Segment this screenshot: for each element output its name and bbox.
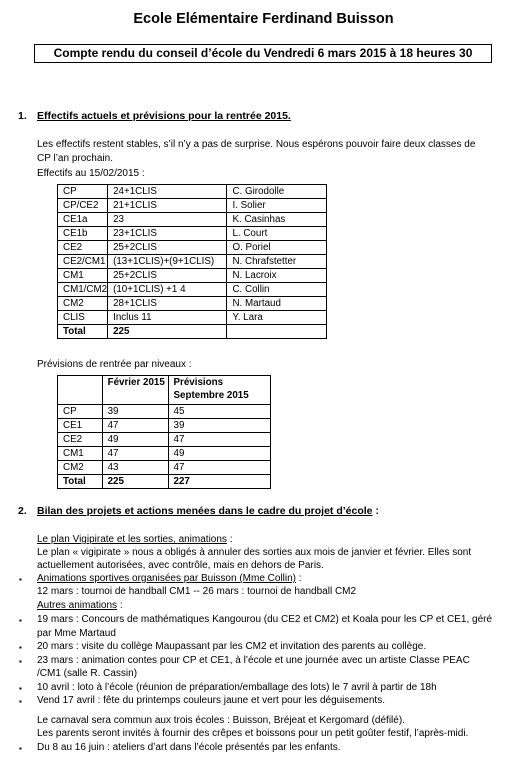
activity-item-line1: Vend 17 avril : fête du printemps couleurs jaune et vert pour les déguisements. bbox=[37, 695, 385, 706]
previsions-table bbox=[57, 375, 271, 489]
vigipirate-line2: actuellement autorisées, avec contrôle, mais en dehors de Paris. bbox=[37, 560, 324, 571]
effectifs-cell-effectif: 21+1CLIS bbox=[108, 199, 227, 213]
previsions-cell-fev: 49 bbox=[102, 433, 168, 447]
previsions-header-sept bbox=[168, 376, 270, 405]
effectifs-cell-enseignant: C. Collin bbox=[227, 283, 327, 297]
previsions-cell-sept: 45 bbox=[168, 405, 270, 419]
sport-title: Animations sportives organisées par Buisson (Mme Collin) bbox=[37, 573, 296, 584]
effectifs-cell-classe: CE1a bbox=[58, 213, 108, 227]
effectifs-cell-effectif: 28+1CLIS bbox=[108, 297, 227, 311]
effectifs-row bbox=[58, 185, 327, 199]
previsions-cell-sept: 47 bbox=[168, 433, 270, 447]
effectifs-total-row bbox=[58, 325, 327, 339]
previsions-header-sept-line1: Prévisions bbox=[173, 377, 224, 388]
effectifs-cell-effectif: (13+1CLIS)+(9+1CLIS) bbox=[108, 255, 227, 269]
effectifs-cell-effectif: Inclus 11 bbox=[108, 311, 227, 325]
carnaval-line1: Le carnaval sera commun aux trois écoles : Buisson, Bréjeat et Kergomard (défilé). bbox=[37, 715, 405, 726]
effectifs-row bbox=[58, 241, 327, 255]
effectifs-cell-enseignant: N. Martaud bbox=[227, 297, 327, 311]
sport-title-wrap bbox=[37, 573, 302, 584]
effectifs-total-label: Total bbox=[58, 325, 108, 339]
activity-item-line2: /CM1 (salle R. Cassin) bbox=[37, 668, 138, 679]
effectifs-label: Effectifs au 15/02/2015 : bbox=[37, 168, 145, 179]
effectifs-cell-effectif: 24+1CLIS bbox=[108, 185, 227, 199]
effectifs-cell-classe: CM2 bbox=[58, 297, 108, 311]
previsions-cell-niveau: Total bbox=[58, 475, 103, 489]
autres-title-suffix: : bbox=[117, 600, 123, 611]
previsions-total-row bbox=[58, 475, 271, 489]
effectifs-total-empty bbox=[227, 325, 327, 339]
bullet-icon: ▪ bbox=[19, 683, 22, 693]
bullet-icon: ▪ bbox=[19, 575, 22, 584]
sport-title-suffix: : bbox=[296, 573, 302, 584]
effectifs-cell-classe: CP/CE2 bbox=[58, 199, 108, 213]
effectifs-row bbox=[58, 213, 327, 227]
previsions-cell-sept: 49 bbox=[168, 447, 270, 461]
effectifs-cell-enseignant: N. Lacroix bbox=[227, 269, 327, 283]
previsions-cell-sept: 47 bbox=[168, 461, 270, 475]
effectifs-cell-classe: CM1/CM2 bbox=[58, 283, 108, 297]
effectifs-cell-effectif: (10+1CLIS) +1 4 bbox=[108, 283, 227, 297]
section-1-paragraph-line1: Les effectifs restent stables, s’il n’y a pas de surprise. Nous espérons pouvoir faire deux classes de bbox=[37, 139, 476, 150]
activity-item-line2: par Mme Martaud bbox=[37, 627, 116, 639]
effectifs-cell-enseignant: I. Solier bbox=[227, 199, 327, 213]
effectifs-cell-classe: CP bbox=[58, 185, 108, 199]
activity-item-line1: 10 avril : loto à l’école (réunion de préparation/emballage des lots) le 7 avril à partir de 18h bbox=[37, 681, 437, 693]
previsions-cell-niveau: CM1 bbox=[58, 447, 103, 461]
effectifs-total-value: 225 bbox=[108, 325, 227, 339]
effectifs-row bbox=[58, 269, 327, 283]
activity-item-line1: 20 mars : visite du collège Maupassant par les CM2 et invitation des parents au collège. bbox=[37, 641, 427, 652]
effectifs-cell-classe: CE2/CM1 bbox=[58, 255, 108, 269]
previsions-header-row bbox=[58, 376, 271, 405]
meeting-subtitle: Compte rendu du conseil d’école du Vendredi 6 mars 2015 à 18 heures 30 bbox=[34, 44, 492, 63]
effectifs-row bbox=[58, 227, 327, 241]
previsions-row bbox=[58, 447, 271, 461]
section-2-heading-suffix: : bbox=[372, 505, 379, 517]
previsions-row bbox=[58, 461, 271, 475]
effectifs-cell-enseignant: N. Chrafstetter bbox=[227, 255, 327, 269]
section-2-heading: Bilan des projets et actions menées dans le cadre du projet d’école bbox=[37, 505, 373, 517]
section-1-heading: Effectifs actuels et prévisions pour la rentrée 2015. bbox=[37, 110, 291, 122]
vigipirate-title: Le plan Vigipirate et les sorties, animations bbox=[37, 534, 227, 545]
effectifs-cell-enseignant: K. Casinhas bbox=[227, 213, 327, 227]
sport-line: 12 mars : tournoi de handball CM1 -- 26 mars : tournoi de handball CM2 bbox=[37, 586, 357, 597]
vigipirate-title-wrap bbox=[37, 534, 232, 545]
effectifs-cell-enseignant: C. Girodolle bbox=[227, 185, 327, 199]
effectifs-cell-effectif: 25+2CLIS bbox=[108, 241, 227, 255]
section-2-heading-wrap bbox=[37, 505, 379, 517]
previsions-cell-fev: 225 bbox=[102, 475, 168, 489]
effectifs-cell-enseignant: Y. Lara bbox=[227, 311, 327, 325]
last-activity-item: Du 8 au 16 juin : ateliers d’art dans l’école présentés par les enfants. bbox=[37, 742, 341, 753]
bullet-icon: ▪ bbox=[19, 744, 22, 753]
effectifs-table bbox=[57, 184, 327, 339]
effectifs-row bbox=[58, 311, 327, 325]
bullet-icon: ▪ bbox=[19, 697, 22, 706]
effectifs-cell-classe: CLIS bbox=[58, 311, 108, 325]
effectifs-cell-classe: CM1 bbox=[58, 269, 108, 283]
effectifs-row bbox=[58, 199, 327, 213]
section-1-paragraph-line2: CP l’an prochain. bbox=[37, 153, 113, 164]
previsions-cell-fev: 47 bbox=[102, 447, 168, 461]
effectifs-row bbox=[58, 297, 327, 311]
vigipirate-title-suffix: : bbox=[226, 534, 233, 545]
effectifs-row bbox=[58, 255, 327, 269]
carnaval-line2: Les parents seront invités à fournir des crêpes et boissons pour un petit goûter festif, l’après-midi. bbox=[37, 728, 469, 739]
previsions-header-fev: Février 2015 bbox=[102, 376, 168, 405]
previsions-cell-fev: 39 bbox=[102, 405, 168, 419]
previsions-cell-fev: 43 bbox=[102, 461, 168, 475]
document-title: Ecole Elémentaire Ferdinand Buisson bbox=[133, 11, 394, 27]
effectifs-cell-classe: CE2 bbox=[58, 241, 108, 255]
vigipirate-line1: Le plan « vigipirate » nous a obligés à annuler des sorties aux mois de janvier et février. Elles sont bbox=[37, 547, 472, 558]
previsions-row bbox=[58, 405, 271, 419]
effectifs-cell-enseignant: L. Court bbox=[227, 227, 327, 241]
effectifs-cell-classe: CE1b bbox=[58, 227, 108, 241]
bullet-icon: ▪ bbox=[19, 616, 22, 625]
previsions-cell-niveau: CP bbox=[58, 405, 103, 419]
previsions-header-empty bbox=[58, 376, 103, 405]
previsions-label: Prévisions de rentrée par niveaux : bbox=[37, 359, 192, 370]
section-2-number: 2. bbox=[18, 505, 27, 517]
previsions-row bbox=[58, 419, 271, 433]
activity-item-line1: 23 mars : animation contes pour CP et CE1, à l’école et une journée avec un artiste Classe PEAC bbox=[37, 654, 470, 666]
autres-title: Autres animations bbox=[37, 600, 118, 611]
previsions-row bbox=[58, 433, 271, 447]
autres-title-wrap bbox=[37, 600, 123, 611]
bullet-icon: ▪ bbox=[19, 643, 22, 652]
previsions-cell-sept: 39 bbox=[168, 419, 270, 433]
effectifs-cell-effectif: 23 bbox=[108, 213, 227, 227]
previsions-cell-sept: 227 bbox=[168, 475, 270, 489]
previsions-cell-niveau: CM2 bbox=[58, 461, 103, 475]
previsions-cell-fev: 47 bbox=[102, 419, 168, 433]
section-1-number: 1. bbox=[18, 110, 27, 122]
previsions-cell-niveau: CE2 bbox=[58, 433, 103, 447]
effectifs-cell-enseignant: O. Poriel bbox=[227, 241, 327, 255]
previsions-cell-niveau: CE1 bbox=[58, 419, 103, 433]
previsions-header-sept-line2: Septembre 2015 bbox=[173, 390, 249, 401]
effectifs-cell-effectif: 23+1CLIS bbox=[108, 227, 227, 241]
effectifs-cell-effectif: 25+2CLIS bbox=[108, 269, 227, 283]
bullet-icon: ▪ bbox=[19, 656, 22, 666]
effectifs-row bbox=[58, 283, 327, 297]
activity-item-line1: 19 mars : Concours de mathématiques Kangourou (du CE2 et CM2) et Koala pour les CP et CE1, géré bbox=[37, 614, 493, 625]
